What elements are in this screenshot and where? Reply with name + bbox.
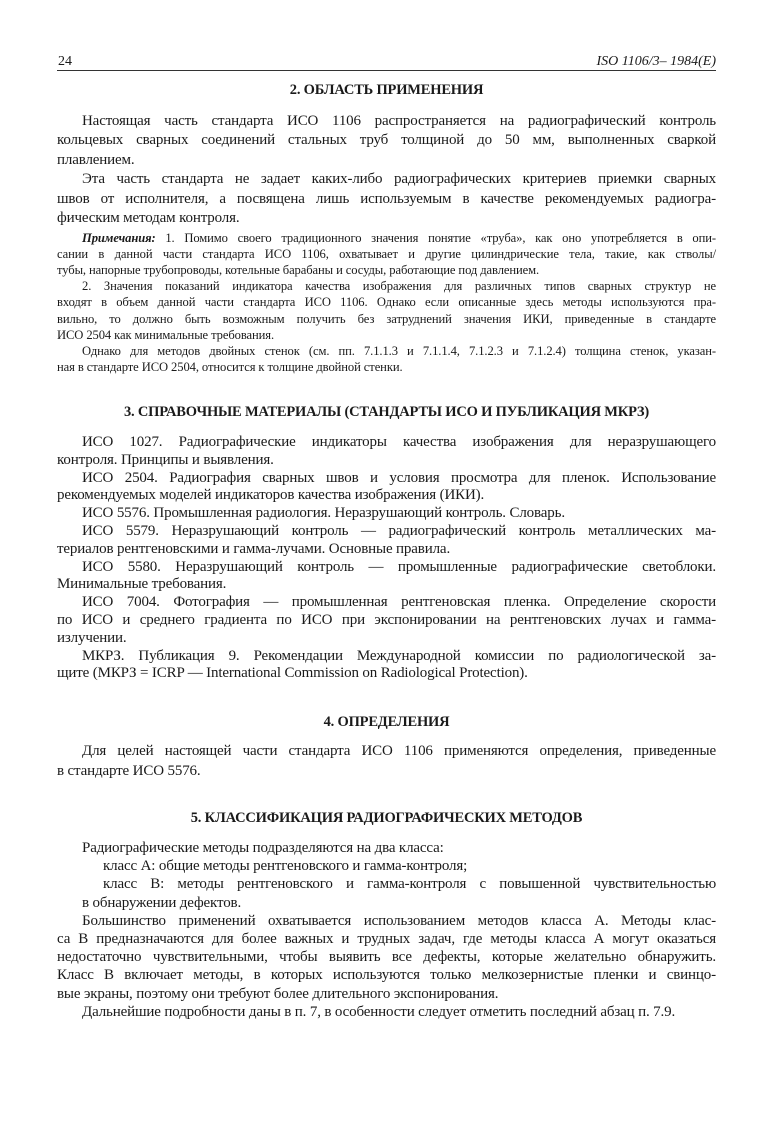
note-text: сании в данной части стандарта ИСО 1106, охватывает и другие цилиндрические тела, такие, как стволы/ <box>57 247 716 262</box>
section-heading: 5. КЛАССИФИКАЦИЯ РАДИОГРАФИЧЕСКИХ МЕТОДОВ <box>190 810 583 826</box>
section-heading: 2. ОБЛАСТЬ ПРИМЕНЕНИЯ <box>289 82 484 98</box>
paragraph-line: ИСО 5579. Неразрушающий контроль — радиографический контроль металлических ма- <box>82 523 716 539</box>
paragraph-line: швов от исполнителя, а посвящена лишь используемым в качестве рекомендуемых радиогра- <box>57 190 716 207</box>
paragraph-line: ИСО 2504. Радиография сварных швов и условия просмотра для пленок. Использование <box>82 469 716 486</box>
note-text: ная в стандарте ИСО 2504, относится к толщине двойной стенки. <box>57 359 403 374</box>
paragraph-line: контроля. Принципы и выявления. <box>57 451 274 468</box>
paragraph-line: Дальнейшие подробности даны в п. 7, в особенности следует отметить последний абзац п. 7.9. <box>82 1003 676 1020</box>
note-text: вильно, то должно быть возможным получить без затруднений значения ИКИ, приведенные в стандарте <box>57 311 716 326</box>
note-text: 2. Значения показаний индикатора качества изображения для различных типов сварных структур не <box>82 279 716 294</box>
paragraph-line: недостаточно чувствительными, чтобы выявить все дефекты, которые желательно обнаружить. <box>57 949 716 966</box>
paragraph-line: ИСО 1027. Радиографические индикаторы качества изображения для неразрушающего <box>82 434 716 450</box>
paragraph-line: ИСО 5576. Промышленная радиология. Неразрушающий контроль. Словарь. <box>82 505 565 522</box>
paragraph-line: в обнаружении дефектов. <box>82 894 242 911</box>
paragraph-line: рекомендуемых моделей индикаторов качества изображения (ИКИ). <box>57 487 485 504</box>
paragraph-line: излучении. <box>57 629 127 646</box>
note-text: входят в объем данной части стандарта ИСО 1106. Однако если описанные здесь методы используются пра- <box>57 295 716 310</box>
page-number: 24 <box>58 54 72 69</box>
section-heading: 3. СПРАВОЧНЫЕ МАТЕРИАЛЫ (СТАНДАРТЫ ИСО И ПУБЛИКАЦИЯ МКРЗ) <box>123 404 650 420</box>
note-text: ИСО 2504 как минимальные требования. <box>57 327 275 342</box>
paragraph-line: фическим методам контроля. <box>57 210 240 226</box>
header-rule <box>57 70 716 71</box>
paragraph-line: класс В: методы рентгеновского и гамма-контроля с повышенной чувствительностью <box>103 876 716 893</box>
note-text: 1. Помимо своего традиционного значения понятие «труба», как оно употребляется в опи- <box>155 231 716 245</box>
paragraph-line: териалов рентгеновскими и гамма-лучами. Основные правила. <box>57 540 451 557</box>
paragraph-line: кольцевых сварных соединений стальных труб толщиной до 50 мм, выполненных сваркой <box>57 132 716 149</box>
paragraph-line: ИСО 5580. Неразрушающий контроль — промышленные радиографические светоблоки. <box>82 558 716 575</box>
paragraph-line: Минимальные требования. <box>57 576 227 593</box>
note-line <box>57 357 716 377</box>
note-text: Однако для методов двойных стенок (см. пп. 7.1.1.3 и 7.1.1.4, 7.1.2.3 и 7.1.2.4) толщина стенок, указан- <box>82 343 716 358</box>
paragraph-line: ИСО 7004. Фотография — промышленная рентгеновская пленка. Определение скорости <box>82 594 716 611</box>
notes-label: Примечания: <box>82 231 156 245</box>
paragraph-line: в стандарте ИСО 5576. <box>57 763 201 779</box>
paragraph-line: МКРЗ. Публикация 9. Рекомендации Международной комиссии по радиологической за- <box>82 647 716 664</box>
paragraph-line: са В предназначаются для более важных и трудных задач, где методы класса А могут оказаться <box>57 931 716 947</box>
paragraph-line: плавлением. <box>57 151 135 168</box>
paragraph-line: Для целей настоящей части стандарта ИСО 1106 применяются определения, приведенные <box>82 743 716 759</box>
paragraph-line: Эта часть стандарта не задает каких-либо радиографических критериев приемки сварных <box>82 171 716 188</box>
paragraph-line: Настоящая часть стандарта ИСО 1106 распространяется на радиографический контроль <box>82 113 716 129</box>
section-heading: 4. ОПРЕДЕЛЕНИЯ <box>323 714 450 730</box>
document-id: ISO 1106/3– 1984(E) <box>596 54 716 69</box>
note-text: тубы, напорные трубопроводы, котельные барабаны и сосуды, работающие под давлением. <box>57 263 540 278</box>
paragraph-line: вые экраны, поэтому они требуют более длительного экспонирования. <box>57 985 499 1002</box>
paragraph-line: Класс В включает методы, в которых используются только мелкозернистые пленки и свинцо- <box>57 967 716 984</box>
paragraph-line: Радиографические методы подразделяются на два класса: <box>82 840 444 856</box>
paragraph-line: Большинство применений охватывается использованием методов класса А. Методы клас- <box>82 912 716 929</box>
paragraph-line: класс А: общие методы рентгеновского и гамма-контроля; <box>103 858 468 875</box>
paragraph-line: щите (МКРЗ = ICRP — International Commission on Radiological Protection). <box>57 665 528 682</box>
paragraph-line: по ИСО и среднего градиента по ИСО при экспонировании на рентгеновских лучах и гамма- <box>57 612 716 628</box>
